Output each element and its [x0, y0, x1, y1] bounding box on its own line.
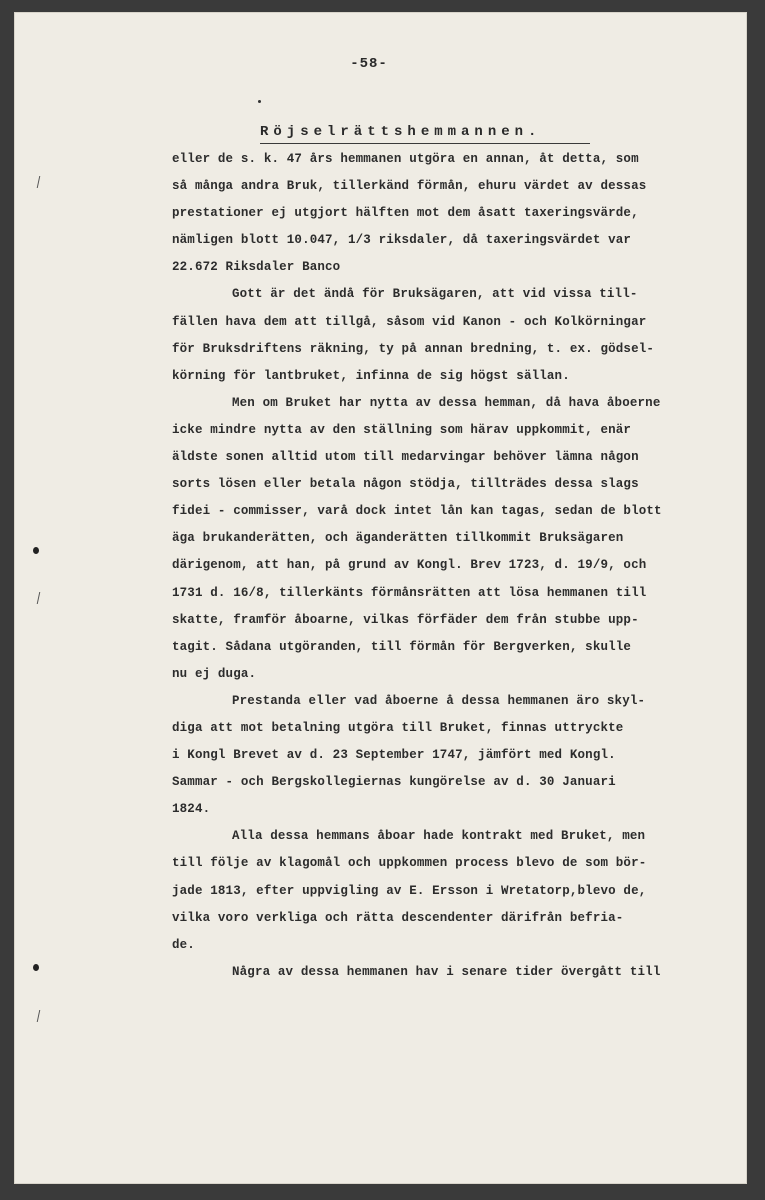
body-text: [172, 146, 712, 986]
heading-underline: [260, 143, 590, 144]
text-line: Prestanda eller vad åboerne å dessa hemmanen äro skyl-: [232, 693, 646, 708]
page-number: -58-: [350, 56, 388, 72]
text-line: prestationer ej utgjort hälften mot dem åsatt taxeringsvärde,: [172, 206, 639, 221]
text-line: i Kongl Brevet av d. 23 September 1747, jämfört med Kongl.: [172, 748, 616, 763]
text-line: Men om Bruket har nytta av dessa hemman, då hava åboerne: [232, 395, 661, 410]
text-line: diga att mot betalning utgöra till Bruket, finnas uttryckte: [172, 720, 624, 735]
ink-mark: [258, 100, 261, 103]
text-line: Alla dessa hemmans åboar hade kontrakt med Bruket, men: [232, 829, 646, 844]
text-line: till följe av klagomål och uppkommen process blevo de som bör-: [172, 856, 647, 871]
text-line: därigenom, att han, på grund av Kongl. Brev 1723, d. 19/9, och: [172, 558, 647, 573]
text-line: 1731 d. 16/8, tillerkänts förmånsrätten att lösa hemmanen till: [172, 585, 647, 600]
text-line: äga brukanderätten, och äganderätten tillkommit Bruksägaren: [172, 531, 624, 546]
text-line: Gott är det ändå för Bruksägaren, att vid vissa till-: [232, 287, 638, 302]
text-line: nu ej duga.: [172, 666, 257, 681]
text-line: äldste sonen alltid utom till medarvingar behöver lämna någon: [172, 450, 639, 465]
text-line: icke mindre nytta av den ställning som härav uppkommit, enär: [172, 422, 632, 437]
text-line: 1824.: [172, 802, 211, 817]
text-line: fällen hava dem att tillgå, såsom vid Kanon - och Kolkörningar: [172, 314, 647, 329]
text-line: de.: [172, 937, 195, 952]
text-line: 22.672 Riksdaler Banco: [172, 260, 341, 275]
text-line: Sammar - och Bergskollegiernas kungörelse av d. 30 Januari: [172, 775, 616, 790]
text-line: för Bruksdriftens räkning, ty på annan bredning, t. ex. gödsel-: [172, 341, 655, 356]
text-line: skatte, framför åboarne, vilkas förfäder dem från stubbe upp-: [172, 612, 639, 627]
text-line: sorts lösen eller betala någon stödja, tillträdes dessa slags: [172, 477, 639, 492]
text-line: tagit. Sådana utgöranden, till förmån för Bergverken, skulle: [172, 639, 632, 654]
text-line: fidei - commisser, varå dock intet lån kan tagas, sedan de blott: [172, 504, 662, 519]
text-line: nämligen blott 10.047, 1/3 riksdaler, då taxeringsvärdet var: [172, 233, 632, 248]
punch-hole: [33, 547, 39, 554]
punch-hole: [33, 964, 39, 971]
text-line: eller de s. k. 47 års hemmanen utgöra en annan, åt detta, som: [172, 152, 639, 166]
text-line: körning för lantbruket, infinna de sig högst sällan.: [172, 368, 570, 383]
text-line: så många andra Bruk, tillerkänd förmån, ehuru värdet av dessas: [172, 179, 647, 194]
section-heading: Röjselrättshemmannen.: [260, 124, 542, 140]
text-line: vilka voro verkliga och rätta descendenter därifrån befria-: [172, 910, 624, 925]
document-page: [14, 12, 747, 1184]
text-line: jade 1813, efter uppvigling av E. Ersson i Wretatorp,blevo de,: [172, 883, 647, 898]
text-line: Några av dessa hemmanen hav i senare tider övergått till: [232, 964, 661, 979]
